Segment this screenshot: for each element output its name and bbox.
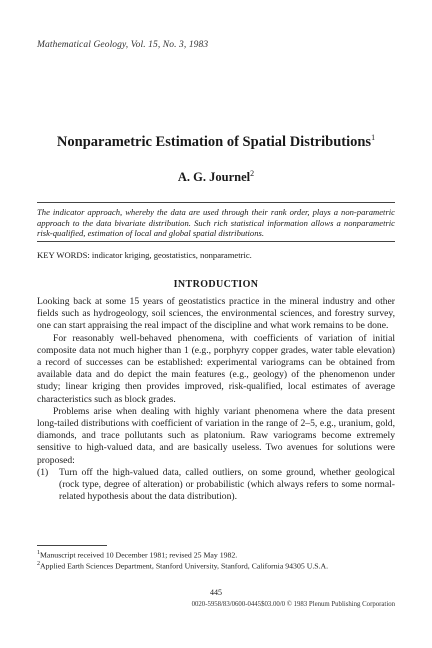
- title-footnote-mark: 1: [371, 133, 376, 142]
- article-title: [0, 133, 432, 151]
- paragraph: For reasonably well-behaved phenomena, with coefficients of variation of initial composite data not much higher than 1 (e.g., porphyry copper grades, water table elevation) a record of successes can be established: experimental variograms can be obtained from available data and do depict the main features (e.g., geology) of the phenomenon under study; linear kriging then provides improved, risk-qualified, local estimates of average characteristics such as block grades.: [37, 332, 395, 405]
- author-text: A. G. Journel: [177, 170, 251, 185]
- abstract-bottom-rule: [37, 241, 395, 242]
- list-item-number: (1): [37, 466, 49, 478]
- paragraph: Looking back at some 15 years of geostatistics practice in the mineral industry and other fields such as hydrogeology, soil sciences, the environmental sciences, and forestry survey, one can start appraising the real impact of the discipline and what work remains to be done.: [37, 296, 395, 332]
- footnotes: [37, 549, 395, 571]
- footnote-text: Applied Earth Sciences Department, Stanford University, Stanford, California 94305 U.S.A.: [40, 561, 329, 571]
- footnote: [37, 560, 395, 571]
- page-number: 445: [210, 588, 222, 597]
- list-item: [37, 467, 395, 504]
- section-heading: INTRODUCTION: [173, 279, 259, 290]
- list-item-text: Turn off the high-valued data, called outliers, on some ground, whether geological (rock type, degree of alteration) or probabilistic (which always refers to some normal-related hypothesis about the data distribution).: [59, 466, 395, 503]
- author-footnote-mark: 2: [250, 169, 255, 178]
- author-name: [0, 169, 432, 185]
- journal-header: Mathematical Geology, Vol. 15, No. 3, 1983: [37, 40, 209, 50]
- copyright-line: 0020-5958/83/0600-0445$03.00/0 © 1983 Plenum Publishing Corporation: [191, 601, 395, 608]
- paragraph: Problems arise when dealing with highly variant phenomena where the data present long-tailed distributions with coefficient of variation in the range of 2–5, e.g., uranium, gold, diamonds, and trace pollutants such as platonium. Raw variograms become extremely sensitive to high-valued data, and are basically useless. Two avenues for solutions were proposed:: [37, 405, 395, 466]
- footnote-rule: [37, 545, 107, 546]
- abstract: The indicator approach, whereby the data are used through their rank order, plays a non-parametric approach to the data bivariate distribution. Such rich statistical information allows a nonparametric risk-qualified, estimation of local and global spatial distributions.: [37, 207, 395, 239]
- footnote-mark: 2: [37, 561, 40, 567]
- abstract-top-rule: [37, 202, 395, 203]
- body-text: [37, 296, 395, 503]
- footnote-text: Manuscript received 10 December 1981; revised 25 May 1982.: [40, 550, 238, 560]
- keywords: KEY WORDS: indicator kriging, geostatistics, nonparametric.: [37, 250, 252, 260]
- title-text: Nonparametric Estimation of Spatial Distributions: [56, 133, 372, 150]
- footnote: [37, 549, 395, 560]
- footnote-mark: 1: [37, 550, 40, 556]
